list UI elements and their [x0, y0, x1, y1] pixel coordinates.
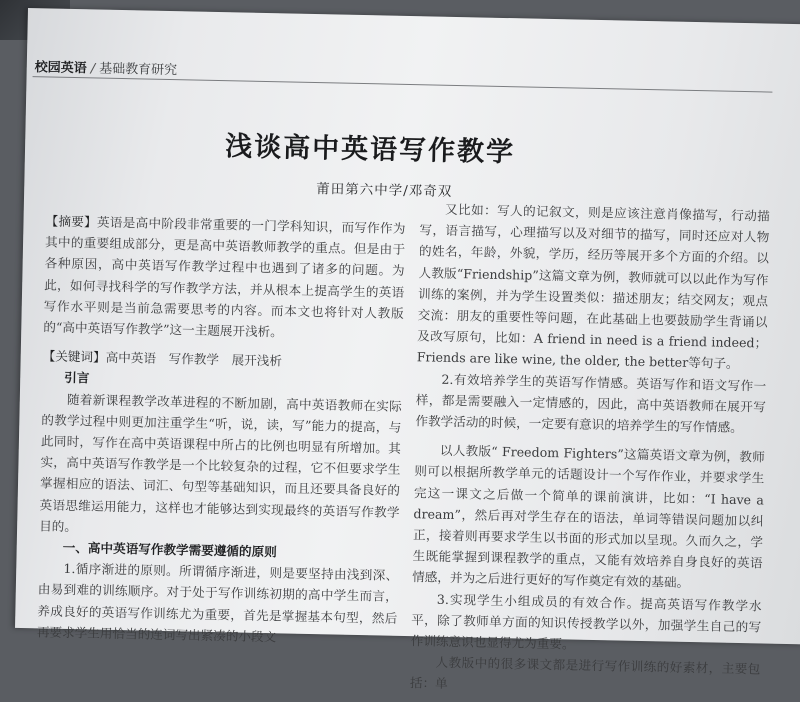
left-column — [37, 210, 406, 650]
abstract — [43, 210, 406, 345]
right-paragraph-2: 2.有效培养学生的英语写作情感。英语写作和语文写作一样，都是需要融入一定情感的，因此，高中英语教师在展开写作教学活动的时候，一定要有意识的培养学生的写作情感。 — [415, 371, 767, 436]
section1-heading: 一、高中英语写作教学需要遵循的原则 — [62, 539, 277, 560]
abstract-label: 【摘要】 — [45, 213, 98, 230]
keywords-text: 高中英语 写作教学 展开浅析 — [105, 349, 283, 369]
right-paragraph-1: 又比如：写人的记叙文，则是应该注意肖像描写，行动描写，语言描写，心理描写以及对细节的描写，同时还应对人物的姓名，年龄，外貌，学历，经历等展开多个方面的介绍。以人教版“Friendship”这篇文章为例，教师就可以以此作为写作训练的案例，并为学生设置类似：描述朋友；结交网友；观点交流：朋友的重要性等问题，在此基础上也要鼓励学生背诵以及改写原句，比如：A friend in need is a friend indeed；Friends are like wine, the older, the better等句子。 — [416, 201, 770, 372]
keywords-label: 【关键词】 — [42, 348, 106, 365]
journal-section: 基础教育研究 — [98, 61, 178, 79]
article-author: 莆田第六中学/邓奇双 — [316, 181, 453, 200]
abstract-text: 英语是高中阶段非常重要的一门学科知识，而写作作为其中的重要组成部分，更是高中英语教师教学的重点。但是由于各种原因，高中英语写作教学过程中也遇到了诸多的问题。为此，如何寻找科学的写作教学方法，并从根本上提高学生的英语写作水平则是当前急需要思考的内容。而本文也将针对人教版的“高中英语写作教学”这一主题展开浅析。 — [43, 214, 406, 340]
section1-text: 1.循序渐进的原则。所谓循序渐进，则是要坚持由浅到深、由易到难的训练顺序。对于处于写作训练初期的高中学生而言，养成良好的英语写作训练尤为重要，首先是掌握基本句型，然后再要求学生用恰当的连词写出紧凑的小段文 — [36, 561, 399, 645]
journal-brand: 校园英语 — [34, 60, 87, 77]
running-header — [35, 56, 178, 78]
header-slash: / — [90, 61, 96, 77]
journal-page — [15, 8, 800, 692]
right-paragraph-5: 人教版中的很多课文都是进行写作训练的好素材，主要包括：单 — [409, 654, 761, 692]
header-rule — [33, 76, 773, 92]
right-column — [410, 198, 770, 701]
right-paragraph-3: 以人教版“ Freedom Fighters”这篇英语文章为例，教师则可以根据所教学单元的话题设计一个写作作业，并要求学生完这一课文之后做一个简单的课前演讲，比如：“I have a dream”，然后再对学生存在的语法，单词等错误问题加以纠正，接着则再要求学生以书面的形式加以呈现。久而久之，学生既能掌握到课程教学的重点，又能有效培养自身良好的英语情感，并为之后进行更好的写作奠定有效的基础。 — [412, 442, 765, 591]
intro-heading: 引言 — [64, 370, 90, 386]
intro-text: 随着新课程教学改革进程的不断加剧，高中英语教师在实际的教学过程中则更加注重学生“听，说，读，写”能力的提高，与此同时，写作在高中英语课程中所占的比例也明显有所增加。其实，高中英语写作教学是一个比较复杂的过程，它不但要求学生掌握相应的语法、词汇、句型等基础知识，而且还要具备良好的英语思维运用能力，这样也才能够达到实现最终的英语写作教学目的。 — [39, 391, 402, 534]
article-title: 浅谈高中英语写作教学 — [224, 131, 516, 169]
right-paragraph-4: 3.实现学生小组成员的有效合作。提高英语写作教学水平，除了教师单方面的知识传授教学以外，加强学生自己的写作训练意识也显得尤为重要。 — [410, 591, 762, 652]
